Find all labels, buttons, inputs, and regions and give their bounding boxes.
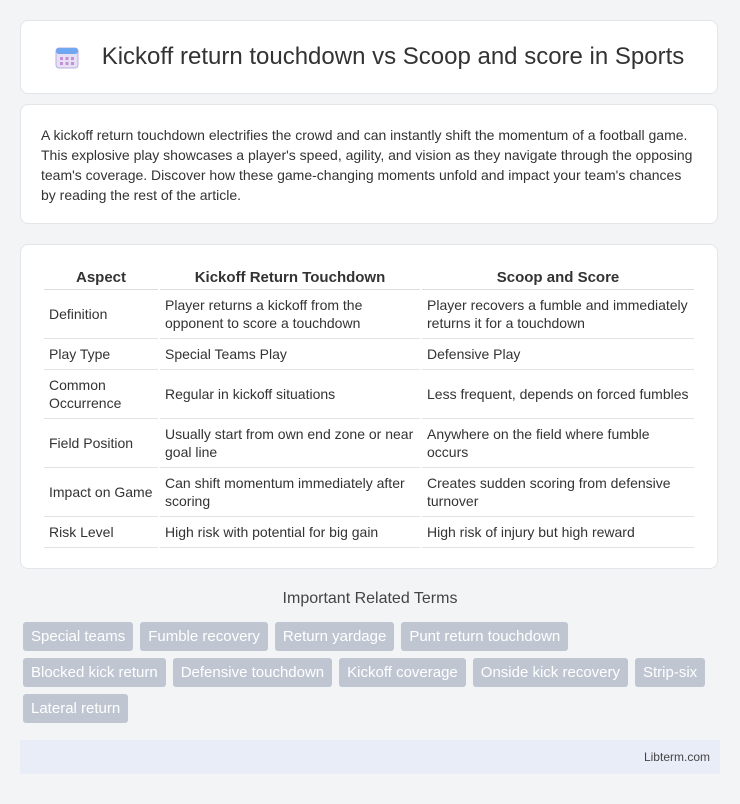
related-term-tag[interactable]: Lateral return <box>23 694 128 723</box>
comparison-table-card <box>20 244 718 569</box>
table-row <box>44 370 694 419</box>
related-terms-title: Important Related Terms <box>282 590 458 607</box>
calendar-icon <box>54 44 80 70</box>
related-term-tag[interactable]: Return yardage <box>275 622 394 651</box>
table-header-row <box>44 263 694 290</box>
table-row <box>44 468 694 517</box>
related-term-tag[interactable]: Fumble recovery <box>140 622 268 651</box>
table-cell: Player recovers a fumble and immediately returns it for a touchdown <box>422 290 694 339</box>
column-header: Aspect <box>44 263 158 290</box>
table-cell: Play Type <box>44 339 158 370</box>
table-cell: Risk Level <box>44 517 158 548</box>
related-term-tag[interactable]: Strip-six <box>635 658 705 687</box>
table-row <box>44 419 694 468</box>
intro-text: A kickoff return touchdown electrifies the crowd and can instantly shift the momentum of a football game. This explosive play showcases a player's speed, agility, and vision as they navigate through the opposing team's coverage. Discover how these game-changing moments unfold and impact your team's chances by reading the rest of the article. <box>41 127 693 203</box>
table-cell: High risk of injury but high reward <box>422 517 694 548</box>
table-cell: Creates sudden scoring from defensive turnover <box>422 468 694 517</box>
table-cell: Field Position <box>44 419 158 468</box>
table-cell: High risk with potential for big gain <box>160 517 420 548</box>
related-term-tag[interactable]: Onside kick recovery <box>473 658 628 687</box>
column-header: Scoop and Score <box>422 263 694 290</box>
table-cell: Regular in kickoff situations <box>160 370 420 419</box>
table-row <box>44 339 694 370</box>
table-cell: Less frequent, depends on forced fumbles <box>422 370 694 419</box>
related-term-tag[interactable]: Special teams <box>23 622 133 651</box>
column-header: Kickoff Return Touchdown <box>160 263 420 290</box>
related-term-tag[interactable]: Kickoff coverage <box>339 658 466 687</box>
table-row <box>44 517 694 548</box>
footer-brand[interactable]: Libterm.com <box>643 750 710 764</box>
footer <box>20 740 720 774</box>
comparison-table <box>42 263 696 548</box>
related-term-tag[interactable]: Punt return touchdown <box>401 622 568 651</box>
table-cell: Definition <box>44 290 158 339</box>
table-cell: Anywhere on the field where fumble occurs <box>422 419 694 468</box>
table-cell: Special Teams Play <box>160 339 420 370</box>
table-cell: Usually start from own end zone or near goal line <box>160 419 420 468</box>
table-cell: Player returns a kickoff from the opponent to score a touchdown <box>160 290 420 339</box>
table-row <box>44 290 694 339</box>
table-cell: Can shift momentum immediately after scoring <box>160 468 420 517</box>
table-cell: Impact on Game <box>44 468 158 517</box>
intro-card <box>20 104 718 224</box>
related-term-tag[interactable]: Defensive touchdown <box>173 658 332 687</box>
table-cell: Common Occurrence <box>44 370 158 419</box>
table-cell: Defensive Play <box>422 339 694 370</box>
header-card <box>20 20 718 94</box>
related-terms-list <box>23 622 723 730</box>
page-title: Kickoff return touchdown vs Scoop and score in Sports <box>101 43 685 70</box>
related-term-tag[interactable]: Blocked kick return <box>23 658 166 687</box>
